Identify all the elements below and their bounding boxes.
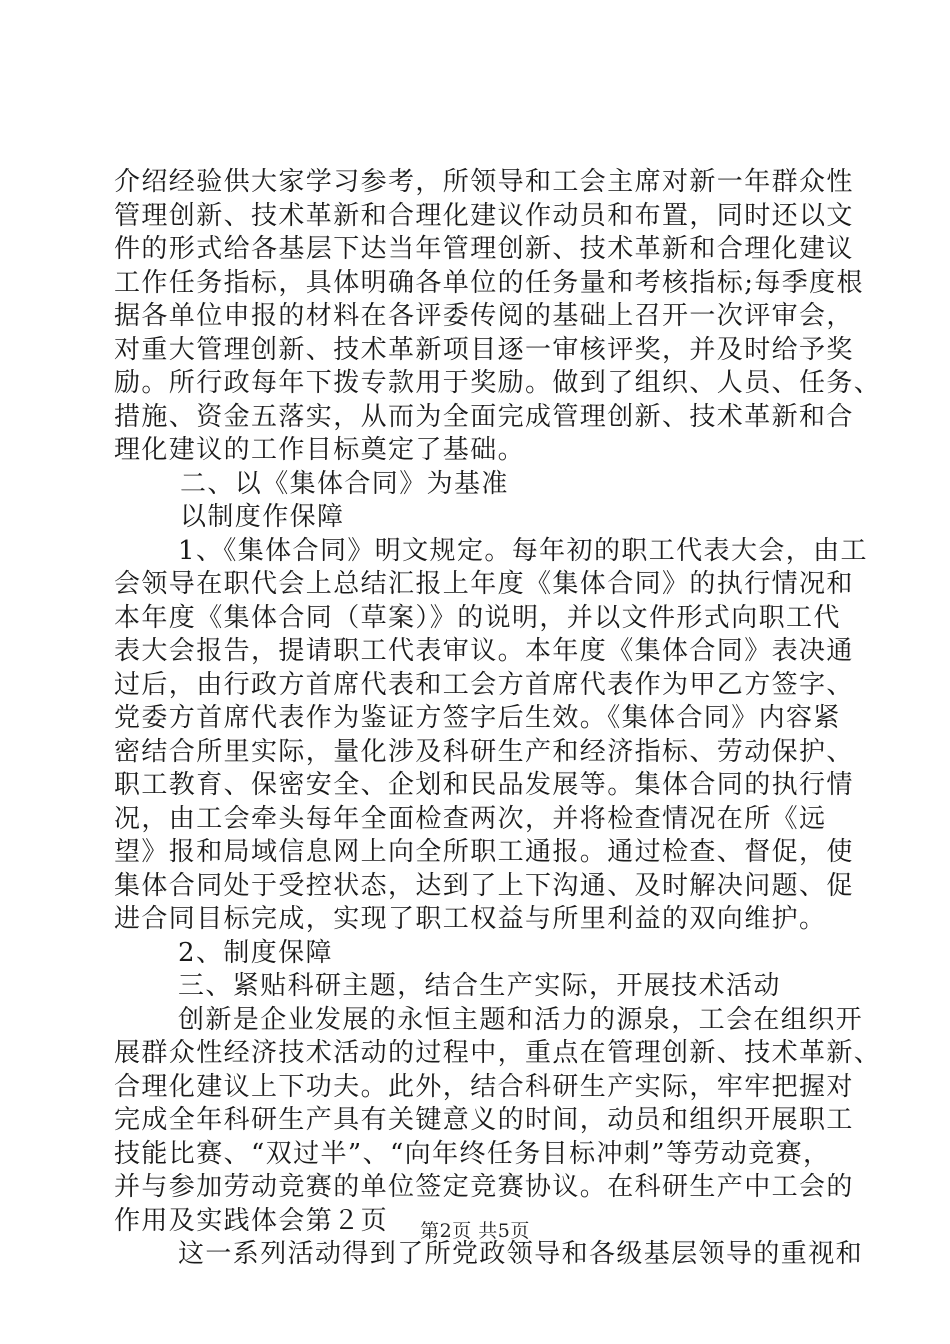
text-line: 况，由工会牵头每年全面检查两次，并将检查情况在所《远 bbox=[114, 803, 827, 834]
text-line: 措施、资金五落实，从而为全面完成管理创新、技术革新和合 bbox=[114, 401, 854, 432]
text-line: 望》报和局域信息网上向全所职工通报。通过检查、督促，使 bbox=[114, 837, 854, 867]
section-heading: 二、以《集体合同》为基准 bbox=[180, 468, 509, 499]
text-line: 理化建议的工作目标奠定了基础。 bbox=[114, 435, 526, 465]
section-heading: 2、制度保障 bbox=[178, 937, 333, 968]
text-line: 介绍经验供大家学习参考，所领导和工会主席对新一年群众性 bbox=[114, 167, 854, 197]
text-line: 完成全年科研生产具有关键意义的时间，动员和组织开展职工 bbox=[114, 1105, 854, 1135]
text-line: 密结合所里实际，量化涉及科研生产和经济指标、劳动保护、 bbox=[114, 736, 854, 767]
body-text bbox=[114, 166, 882, 1272]
text-line: 合理化建议上下功夫。此外，结合科研生产实际，牢牢把握对 bbox=[114, 1071, 854, 1102]
paragraph-start-line: 创新是企业发展的永恒主题和活力的源泉，工会在组织开 bbox=[178, 1004, 864, 1035]
section-heading: 三、紧贴科研主题，结合生产实际，开展技术活动 bbox=[178, 971, 781, 1001]
page-number-footer: 第2页 共5页 bbox=[420, 1220, 530, 1242]
text-line: 会领导在职代会上总结汇报上年度《集体合同》的执行情况和 bbox=[114, 569, 854, 599]
text-line: 集体合同处于受控状态，达到了上下沟通、及时解决问题、促 bbox=[114, 870, 854, 901]
paragraph-start-line: 1、《集体合同》明文规定。每年初的职工代表大会，由工 bbox=[178, 535, 868, 566]
text-line: 管理创新、技术革新和合理化建议作动员和布置，同时还以文 bbox=[114, 200, 854, 231]
text-line: 励。所行政每年下拨专款用于奖励。做到了组织、人员、任务、 bbox=[114, 368, 882, 398]
text-line: 本年度《集体合同（草案）》的说明，并以文件形式向职工代 bbox=[114, 602, 841, 633]
text-line: 据各单位申报的材料在各评委传阅的基础上召开一次评审会， bbox=[114, 301, 854, 331]
section-heading: 以制度作保障 bbox=[180, 502, 345, 532]
text-line: 并与参加劳动竞赛的单位签定竞赛协议。在科研生产中工会的 bbox=[114, 1172, 854, 1202]
text-line: 职工教育、保密安全、企划和民品发展等。集体合同的执行情 bbox=[114, 770, 854, 800]
text-line: 展群众性经济技术活动的过程中，重点在管理创新、技术革新、 bbox=[114, 1038, 882, 1068]
text-line: 表大会报告，提请职工代表审议。本年度《集体合同》表决通 bbox=[114, 636, 854, 666]
text-line: 进合同目标完成，实现了职工权益与所里利益的双向维护。 bbox=[114, 904, 827, 934]
text-line: 件的形式给各基层下达当年管理创新、技术革新和合理化建议 bbox=[114, 234, 854, 264]
text-line: 工作任务指标，具体明确各单位的任务量和考核指标;每季度根 bbox=[114, 267, 864, 298]
text-line: 过后，由行政方首席代表和工会方首席代表作为甲乙方签字、 bbox=[114, 669, 854, 700]
text-line: 技能比赛、“双过半”、“向年终任务目标冲刺”等劳动竞赛， bbox=[114, 1138, 831, 1169]
paragraph-start-line: 这一系列活动得到了所党政领导和各级基层领导的重视和 bbox=[178, 1239, 864, 1269]
text-line: 党委方首席代表作为鉴证方签字后生效。《集体合同》内容紧 bbox=[114, 703, 841, 733]
text-line: 作用及实践体会第２页 bbox=[114, 1205, 389, 1236]
text-line: 对重大管理创新、技术革新项目逐一审核评奖，并及时给予奖 bbox=[114, 334, 854, 365]
